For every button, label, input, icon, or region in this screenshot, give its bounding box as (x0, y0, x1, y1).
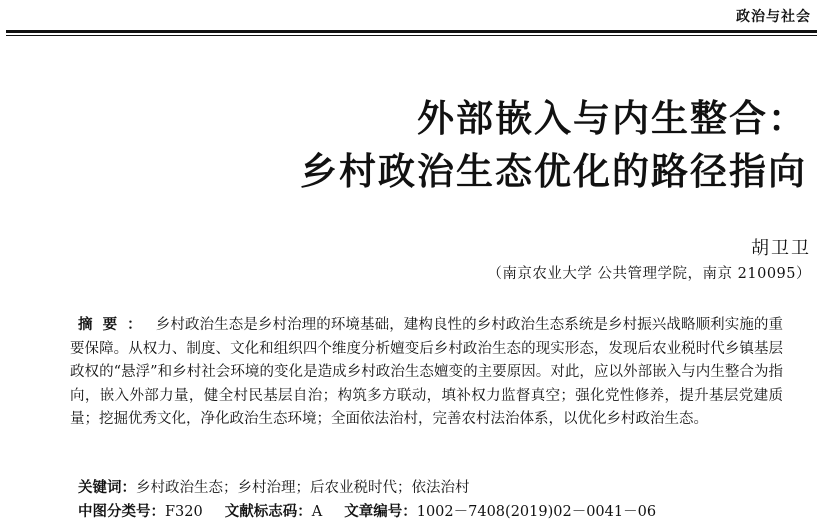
header-rule-thin (6, 35, 817, 36)
keywords-label: 关键词： (78, 480, 136, 496)
clc-label: 中图分类号： (78, 504, 165, 520)
doc-code-label: 文献标志码： (224, 504, 312, 520)
article-title-line-1: 外部嵌入与内生整合： (417, 97, 807, 140)
author-name: 胡卫卫 (751, 238, 811, 259)
abstract-text: 乡村政治生态是乡村治理的环境基础，建构良性的乡村政治生态系统是乡村振兴战略顺利实施的重要保障。从权力、制度、文化和组织四个维度分析嬗变后乡村政治生态的现实形态，发现后农业税时代乡镇基层政权的“悬浮”和乡村社会环境的变化是造成乡村政治生态嬗变的主要原因。对此，应以外部嵌入与内生整合为指向，嵌入外部力量，健全村民基层自治；构筑多方联动，填补权力监督真空；强化党性修养，提升基层党建质量；挖掘优秀文化，净化政治生态环境；全面依法治村，完善农村法治体系，以优化乡村政治生态。 (70, 317, 784, 427)
doc-code-value: A (311, 504, 323, 520)
article-number-value: 1002－7408(2019)02－0041－06 (416, 504, 657, 520)
author-affiliation: （南京农业大学 公共管理学院，南京 210095） (487, 266, 811, 282)
abstract (70, 314, 783, 432)
article-title-line-2: 乡村政治生态优化的路径指向 (300, 150, 807, 193)
journal-section-header: 政治与社会 (736, 9, 811, 25)
abstract-label: 摘要： (78, 317, 152, 333)
article-number-label: 文章编号： (344, 504, 417, 520)
header-rule-thick (6, 30, 817, 33)
keywords (78, 476, 470, 497)
clc-value: F320 (165, 504, 203, 520)
keywords-text: 乡村政治生态；乡村治理；后农业税时代；依法治村 (136, 480, 470, 496)
classification-row (78, 500, 656, 521)
